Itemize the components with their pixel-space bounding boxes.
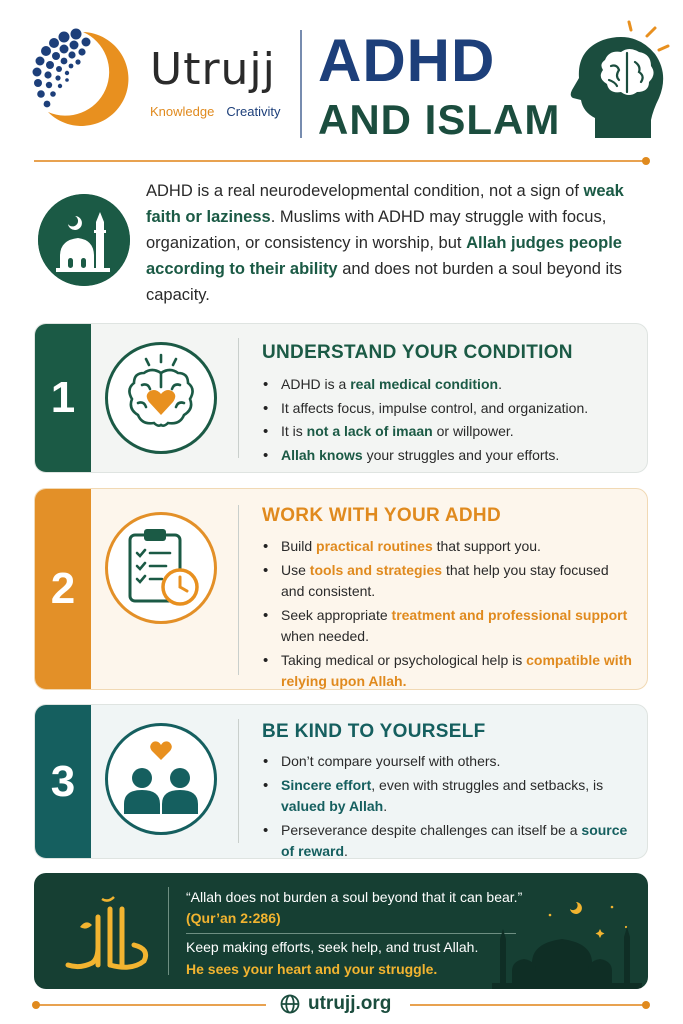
bullet-highlight: real medical condition — [350, 376, 499, 392]
section-card-3 — [34, 704, 648, 859]
section-icon-circle — [105, 342, 217, 454]
header — [0, 0, 683, 160]
bullet-text: ADHD is a — [281, 376, 351, 392]
footer-rule-left — [36, 1004, 266, 1006]
intro-section — [34, 178, 646, 308]
bullet-highlight: Sincere effort — [281, 776, 372, 793]
bullet-text: . — [498, 376, 502, 392]
bullet-text: your struggles and your efforts. — [362, 446, 560, 463]
section-number: 3 — [35, 705, 91, 858]
intro-segment: ADHD is a real neurodevelopmental condition, not a sign of — [146, 182, 584, 200]
quote-banner — [34, 873, 648, 989]
bullet-text: , even with struggles and setbacks, is — [371, 776, 604, 793]
people-heart-icon — [108, 726, 214, 832]
section-bullets — [263, 536, 633, 690]
bullet-highlight: tools and strategies — [309, 561, 443, 578]
section-title: UNDERSTAND YOUR CONDITION — [262, 342, 573, 363]
intro-segment: . Muslims with ADHD may struggle with focus, organization, or consistency in worship, but — [146, 208, 607, 252]
brain-heart-icon — [108, 345, 214, 451]
footer — [0, 990, 683, 1024]
mosque-silhouette-icon — [492, 889, 642, 989]
bullet-text: when needed. — [281, 628, 369, 644]
clipboard-clock-icon — [108, 515, 214, 621]
bullet-text: Perseverance despite challenges can itself be a — [281, 821, 582, 838]
utrujj-logo-icon — [28, 24, 138, 134]
intro-text — [146, 178, 646, 308]
tagline-knowledge: Knowledge — [150, 104, 215, 119]
bullet-text: . — [383, 798, 388, 814]
header-divider — [300, 30, 302, 138]
allah-calligraphy-icon — [50, 887, 160, 977]
bullet-text: It affects focus, impulse control, and organization. — [281, 399, 589, 416]
header-rule — [34, 160, 646, 162]
quote-rule — [186, 933, 516, 934]
bullet-item — [263, 775, 633, 818]
bullet-text: . — [344, 843, 348, 859]
section-number: 2 — [35, 489, 91, 689]
bullet-item — [263, 605, 633, 648]
bullet-text: Taking medical or psychological help is — [281, 651, 527, 668]
bullet-text: Don’t compare yourself with others. — [281, 753, 501, 769]
quote-text: “Allah does not burden a soul beyond that it can bear.” — [186, 889, 523, 905]
bullet-text: Build — [281, 538, 317, 554]
bullet-highlight: not a lack of imaan — [306, 423, 433, 439]
bullet-text: or willpower. — [432, 423, 514, 439]
quote-divider — [168, 887, 169, 975]
section-bullets — [263, 374, 633, 468]
bullet-highlight: compatible with relying upon Allah. — [281, 651, 632, 689]
section-bullets — [263, 751, 633, 859]
section-icon-circle — [105, 723, 217, 835]
section-divider — [238, 505, 239, 675]
bullet-item — [263, 536, 633, 558]
website-link[interactable]: utrujj.org — [308, 993, 392, 1014]
page-title-line2: AND ISLAM — [318, 96, 561, 143]
section-title: WORK WITH YOUR ADHD — [262, 505, 501, 526]
quote-reference: (Qur’an 2:286) — [186, 910, 281, 926]
intro-segment: and does not burden a soul beyond its capacity. — [146, 260, 623, 304]
quote-line2: He sees your heart and your struggle. — [186, 961, 438, 977]
quote-line1: Keep making efforts, seek help, and trust Allah. — [186, 939, 479, 955]
bullet-text: that help you stay focused and consistent. — [281, 561, 609, 599]
globe-icon — [280, 994, 300, 1014]
bullet-item — [263, 820, 633, 860]
bullet-highlight: practical routines — [316, 538, 433, 554]
brand-name: Utrujj — [150, 44, 276, 95]
tagline — [150, 104, 281, 119]
bullet-highlight: treatment and professional support — [391, 606, 628, 623]
bullet-text: It is — [281, 423, 307, 439]
bullet-item — [263, 751, 633, 773]
section-divider — [238, 719, 239, 843]
bullet-item — [263, 445, 633, 467]
section-title: BE KIND TO YOURSELF — [262, 721, 486, 742]
bullet-text: that support you. — [432, 538, 541, 554]
bullet-item — [263, 560, 633, 603]
section-number: 1 — [35, 324, 91, 472]
bullet-item — [263, 650, 633, 691]
bullet-item — [263, 374, 633, 396]
intro-highlight: Allah judges people according to their ability — [146, 234, 622, 278]
bullet-highlight: valued by Allah — [281, 798, 384, 814]
mosque-icon — [38, 194, 130, 286]
bullet-highlight: Allah knows — [281, 446, 363, 463]
section-divider — [238, 338, 239, 458]
intro-highlight: weak faith or laziness — [146, 182, 624, 226]
head-brain-icon — [565, 20, 675, 145]
footer-rule-right — [410, 1004, 646, 1006]
bullet-text: Seek appropriate — [281, 606, 392, 623]
tagline-creativity: Creativity — [226, 104, 281, 119]
bullet-highlight: source of reward — [281, 821, 628, 859]
page-title-line1: ADHD — [318, 27, 496, 94]
bullet-item — [263, 398, 633, 420]
bullet-text: Use — [281, 561, 310, 578]
section-card-2 — [34, 488, 648, 690]
bullet-item — [263, 421, 633, 443]
section-card-1 — [34, 323, 648, 473]
section-icon-circle — [105, 512, 217, 624]
